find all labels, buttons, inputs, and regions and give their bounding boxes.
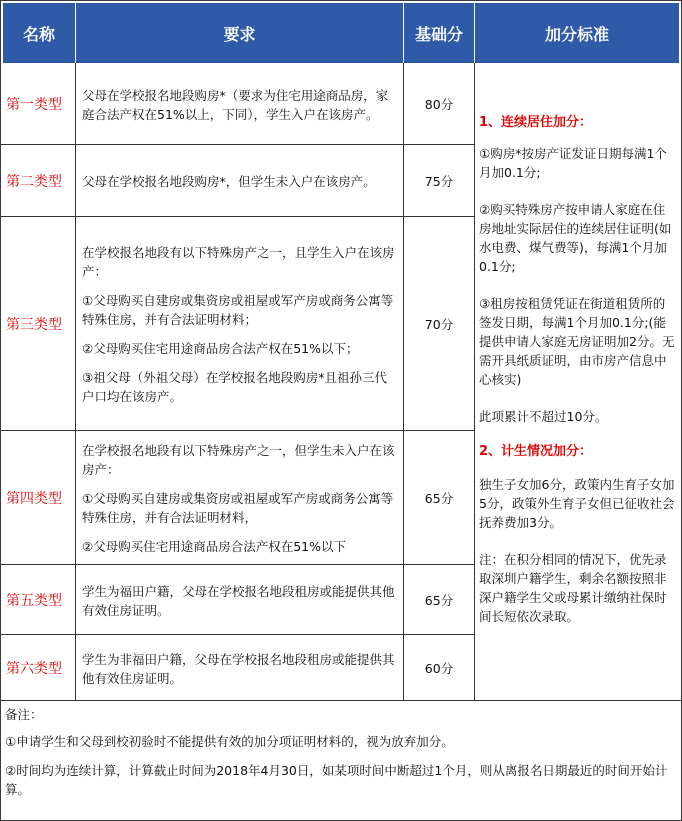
row-2-score: 75分 — [404, 145, 475, 217]
row-6-requirement — [76, 635, 404, 701]
bonus-heading-residence: 1、连续居住加分： — [479, 115, 593, 130]
row-2-requirement — [76, 145, 404, 217]
remark-1: ①申请学生和父母到校初验时不能提供有效的加分项证明材料的，视为放弃加分。 — [5, 734, 454, 749]
row-4-name: 第四类型 — [1, 431, 76, 565]
row-4-req-item-2: ②父母购买住宅用途商品房合法产权在51%以下 — [82, 539, 346, 554]
row-5-name: 第五类型 — [1, 565, 76, 635]
row-3-req-intro: 在学校报名地段有以下特殊房产之一，且学生入户在该房产： — [82, 245, 395, 279]
row-4-requirement — [76, 431, 404, 565]
header-bonus-standard: 加分标准 — [475, 3, 680, 63]
remarks-section — [1, 701, 681, 799]
bonus-cap: 此项累计不超过10分。 — [479, 409, 608, 424]
bonus-family-text: 独生子女加6分，政策内生育子女加5分，政策外生育子女但已征收社会抚养费加3分。 — [479, 477, 675, 530]
row-4-req-item-1: ①父母购买自建房或集资房或祖屋或军产房或商务公寓等特殊住房，并有合法证明材料， — [82, 491, 394, 525]
row-2-req-text: 父母在学校报名地段购房*，但学生未入户在该房产。 — [82, 174, 376, 189]
bonus-heading-family: 2、计生情况加分： — [479, 444, 593, 459]
row-3-req-item-2: ②父母购买住宅用途商品房合法产权在51%以下； — [82, 341, 359, 356]
row-3-name: 第三类型 — [1, 217, 76, 431]
row-5-score: 65分 — [404, 565, 475, 635]
bonus-item-rental: ③租房按租赁凭证在街道租赁所的签发日期，每满1个月加0.1分;(能提供申请人家庭无房证明加2分。无需开具纸质证明，由市房产信息中心核实) — [479, 296, 675, 387]
bonus-tiebreak-note: 注：在积分相同的情况下，优先录取深圳户籍学生，剩余名额按照非深户籍学生父或母累计缴纳社保时间长短依次录取。 — [479, 552, 667, 624]
bonus-standard-panel — [475, 63, 681, 701]
row-3-req-item-1: ①父母购买自建房或集资房或祖屋或军产房或商务公寓等特殊住房，并有合法证明材料； — [82, 293, 394, 327]
row-4-score: 65分 — [404, 431, 475, 565]
row-5-requirement — [76, 565, 404, 635]
bonus-item-special-housing: ②购买特殊房产按申请人家庭在住房地址实际居住的连续居住证明(如水电费、煤气费等)，每满1个月加0.1分; — [479, 202, 672, 274]
row-6-req-text: 学生为非福田户籍，父母在学校报名地段租房或能提供其他有效住房证明。 — [82, 651, 395, 686]
row-6-name: 第六类型 — [1, 635, 76, 701]
remark-2: ②时间均为连续计算，计算截止时间为2018年4月30日，如某项时间中断超过1个月，则从离报名日期最近的时间开始计算。 — [5, 763, 668, 797]
row-1-requirement — [76, 63, 404, 145]
row-2-name: 第二类型 — [1, 145, 76, 217]
row-5-req-text: 学生为福田户籍，父母在学校报名地段租房或能提供其他有效住房证明。 — [82, 583, 395, 618]
row-1-name: 第一类型 — [1, 63, 76, 145]
row-1-req-text: 父母在学校报名地段购房*（要求为住宅用途商品房，家庭合法产权在51%以上，下同），学生入户在该房产。 — [82, 87, 389, 122]
row-6-score: 60分 — [404, 635, 475, 701]
header-base-score: 基础分 — [404, 3, 475, 63]
row-3-req-item-3: ③祖父母（外祖父母）在学校报名地段购房*且祖孙三代户口均在该房产。 — [82, 370, 387, 404]
row-4-req-intro: 在学校报名地段有以下特殊房产之一，但学生未入户在该房产： — [82, 443, 395, 477]
header-name: 名称 — [3, 3, 76, 63]
bonus-item-purchase: ①购房*按房产证发证日期每满1个月加0.1分; — [479, 146, 667, 180]
row-1-score: 80分 — [404, 63, 475, 145]
remarks-title: 备注： — [5, 707, 43, 722]
header-requirement: 要求 — [76, 3, 404, 63]
row-3-score: 70分 — [404, 217, 475, 431]
row-3-requirement — [76, 217, 404, 431]
